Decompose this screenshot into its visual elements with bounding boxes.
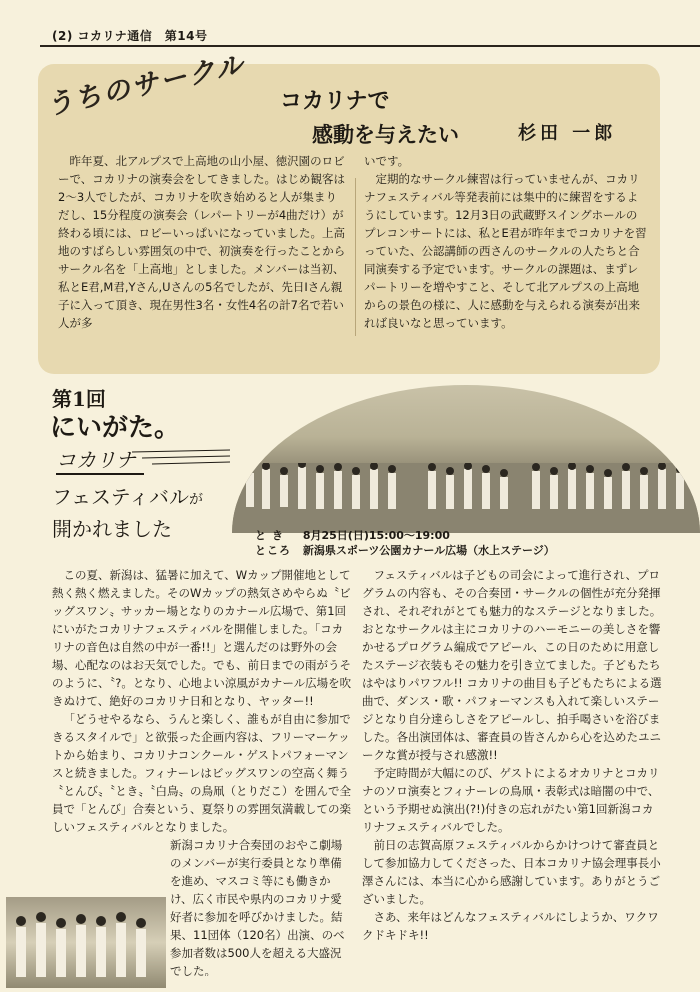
event-place-value: 新潟県スポーツ公園カナール広場（水上ステージ）	[302, 544, 555, 557]
article-column-right	[362, 566, 662, 976]
festival-title-festival	[52, 481, 203, 510]
festival-title-held: 開かれました	[52, 517, 172, 541]
festival-photo	[232, 385, 700, 533]
article-paragraph: この夏、新潟は、猛暑に加えて、Wカップ開催地として熱く熱く燃えました。そのWカップの熱気さめやらぬ〝ビッグスワン〟サッカー場となりのカナール広場で、第1回にいがたコカリナフェスティバルを開催しました。「コカリナの音色は自然の中が一番!!」と選んだのは野外の会場、心配なのはお天気でした。でも、前日までの雨がうそのように、〝?。となり、心地よい涼風がカナール広場を吹きぬけて、絶好のコカリナ日和となり、ヤッター!!	[52, 568, 352, 708]
festival-title-particle: が	[189, 492, 203, 508]
crowd-silhouette	[232, 463, 700, 533]
article-paragraph: 予定時間が大幅にのび、ゲストによるオカリナとコカリナのソロ演奏とフィナーレの鳥凧・表彰式は暗闇の中で、という予期せぬ演出(?!)付きの忘れがたい第1回新潟コカリナフェスティバルでした。	[362, 766, 660, 834]
festival-title-niigata: にいがた。	[50, 413, 181, 443]
feature-author: 杉田 一郎	[518, 123, 617, 144]
header-rule	[40, 45, 700, 47]
event-date-row	[255, 528, 555, 543]
performers-silhouette	[6, 897, 166, 988]
feature-column-left	[58, 152, 348, 362]
festival-title-kokarina: コカリナ	[56, 444, 144, 475]
newsletter-title: コカリナ通信 第14号	[77, 29, 208, 43]
article-paragraph: 「どうせやるなら、うんと楽しく、誰もが自由に参加できるスタイルで」と欲張った企画内容は、フリーマーケットから始まり、コカリナコンクール・ゲストパフォーマンスと続きました。フィナーレはビッグスワンの空高く舞う〝とんび〟〝とき〟〝白鳥〟の鳥凧（とりだこ）を囲んで全員で「とんび」合奏という、夏祭りの雰囲気満載しての楽しいフェスティバルとなりました。	[52, 712, 351, 834]
feature-paragraph: 昨年夏、北アルプスで上高地の山小屋、徳沢園のロビーで、コカリナの演奏会をしてきました。はじめ観客は2～3人でしたが、コカリナを吹き始めると人が集まりだし、15分程度の演奏会（レパートリーが4曲だけ）が終わる頃には、ロビーいっぱいになっていました。上高地のすばらしい雰囲気の中で、初演奏を行ったことからサークル名を「上高地」としました。メンバーは当初、私とE君,M君,Yさん,Uさんの5名でしたが、先日Iさん親子に入って頂き、現在男性3名・女性4名の計7名で若い人が多	[58, 154, 346, 330]
article-paragraph: フェスティバルは子どもの司会によって進行され、プログラムの内容も、その合奏団・サークルの個性が充分発揮され、それぞれがとても魅力的なステージとなりました。おとなサークルは主にコカリナのハーモニーの美しさを響かせるプログラム編成でアピール、この日のために用意したステージ衣装もその魅力を引き立てました。子どもたちはやはりパワフル!! コカリナの曲目も子どもたちによる選曲で、ダンス・歌・パフォーマンスも入れて楽しいステージとなり自分達らしさをアピールし、拍手喝さいを浴びました。各出演団体は、審査員の皆さんから心を込めたユニークな賞が授与され感激!!	[362, 568, 662, 762]
article-paragraph: さあ、来年はどんなフェスティバルにしようか、ワクワクドキドキ!!	[362, 910, 659, 942]
event-place-label: ところ	[255, 544, 291, 557]
page-number: (2)	[52, 29, 73, 43]
article-paragraph: 前日の志賀高原フェスティバルからかけつけて審査員として参加協力してくださった、日本コカリナ協会理事長小澤さんには、本当に心から感謝しています。ありがとうございました。	[362, 838, 661, 906]
circle-section-title: うちのサークル	[43, 49, 248, 122]
feature-paragraph: 定期的なサークル練習は行っていませんが、コカリナフェスティバル等発表前には集中的に練習をするようにしています。12月3日の武蔵野スイングホールのプレコンサートには、私とE君が昨年までコカリナを習っていた、公認講師の西さんのサークルの人たちと合同演奏する予定でいます。サークルの課題は、まずレパートリーを増やすこと、そして北アルプスの上高地からの景色の様に、人に感動を与えられる演奏が出来れば良いなと思っています。	[364, 172, 647, 330]
performers-photo	[6, 897, 166, 988]
feature-subtitle: 感動を与えたい	[312, 122, 459, 147]
page-header	[52, 27, 207, 44]
festival-title-word: フェスティバル	[52, 485, 189, 509]
festival-number: 第1回	[52, 387, 106, 411]
event-date-value: 8月25日(日)15:00～19:00	[302, 529, 450, 542]
speed-lines-decoration	[112, 444, 232, 474]
event-place-row	[255, 543, 555, 558]
feature-column-right	[364, 152, 648, 362]
column-divider	[355, 178, 356, 336]
article-paragraph: 新潟コカリナ合奏団のおやこ劇場のメンバーが実行委員となり準備を進め、マスコミ等にも働きかけ、広く市民や県内のコカリナ愛好者に参加を呼びかけました。結果、11団体（120名）出演、のべ参加者数は500人を超える大盛況でした。	[170, 838, 345, 976]
feature-paragraph: いです。	[364, 154, 410, 168]
feature-title: コカリナで	[280, 88, 390, 114]
event-info	[255, 528, 555, 558]
event-date-label: とき	[255, 529, 289, 542]
